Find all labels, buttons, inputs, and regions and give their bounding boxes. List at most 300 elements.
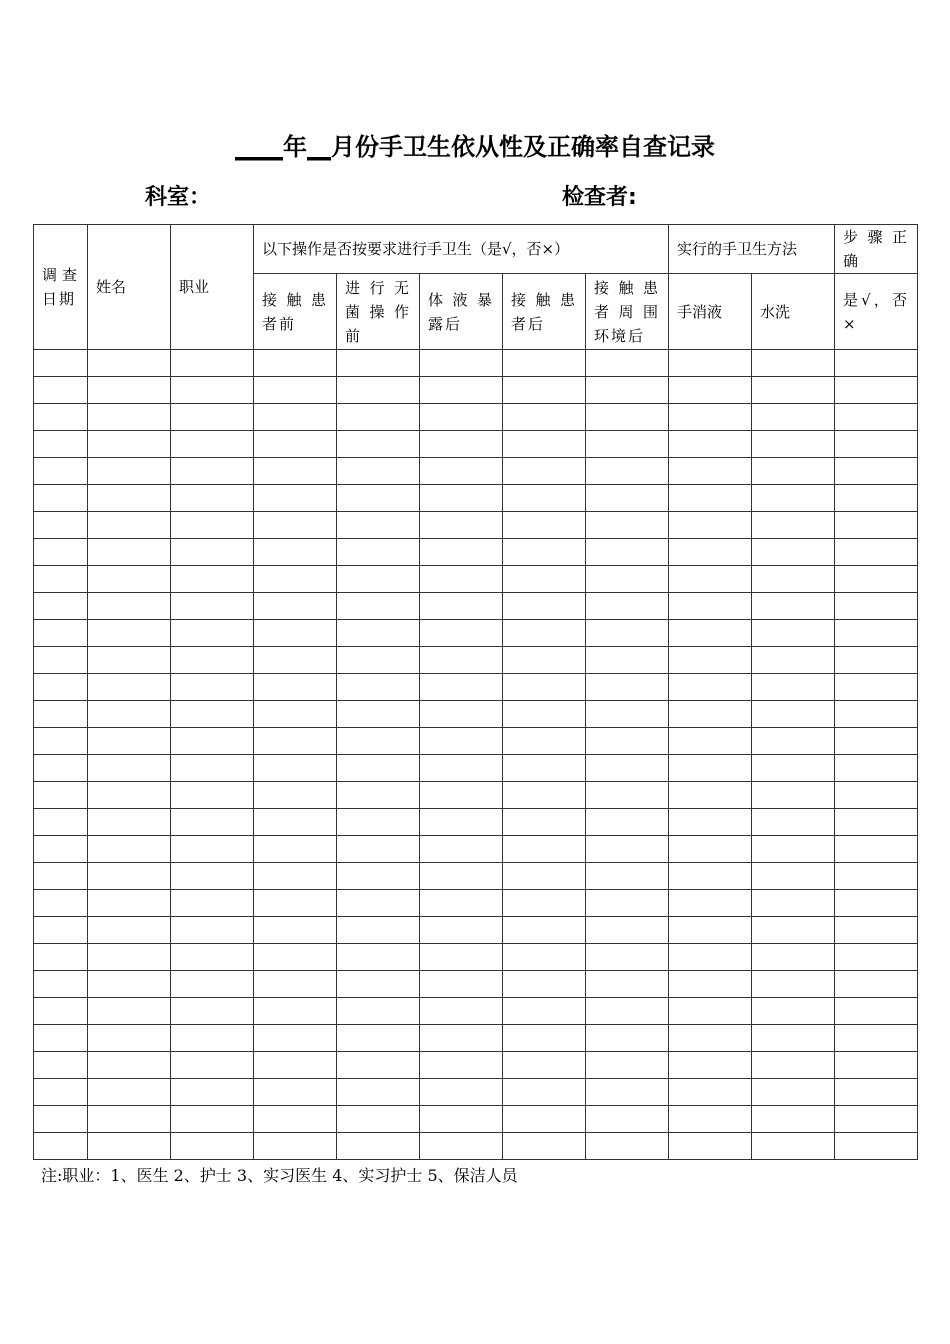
table-cell[interactable] xyxy=(752,836,835,863)
table-cell[interactable] xyxy=(254,1025,337,1052)
table-cell[interactable] xyxy=(420,539,503,566)
table-cell[interactable] xyxy=(586,1079,669,1106)
table-cell[interactable] xyxy=(420,917,503,944)
table-cell[interactable] xyxy=(34,809,88,836)
table-cell[interactable] xyxy=(88,404,171,431)
table-cell[interactable] xyxy=(34,998,88,1025)
table-cell[interactable] xyxy=(34,728,88,755)
table-cell[interactable] xyxy=(337,1052,420,1079)
table-cell[interactable] xyxy=(254,755,337,782)
table-cell[interactable] xyxy=(88,350,171,377)
table-cell[interactable] xyxy=(34,971,88,998)
table-cell[interactable] xyxy=(254,458,337,485)
table-cell[interactable] xyxy=(171,701,254,728)
table-cell[interactable] xyxy=(420,944,503,971)
table-cell[interactable] xyxy=(752,1079,835,1106)
table-cell[interactable] xyxy=(586,566,669,593)
table-cell[interactable] xyxy=(34,593,88,620)
table-cell[interactable] xyxy=(503,1079,586,1106)
table-cell[interactable] xyxy=(586,647,669,674)
table-cell[interactable] xyxy=(34,890,88,917)
table-cell[interactable] xyxy=(669,809,752,836)
table-cell[interactable] xyxy=(337,431,420,458)
table-cell[interactable] xyxy=(586,971,669,998)
table-cell[interactable] xyxy=(503,1106,586,1133)
table-cell[interactable] xyxy=(254,620,337,647)
table-cell[interactable] xyxy=(752,998,835,1025)
table-cell[interactable] xyxy=(88,917,171,944)
table-cell[interactable] xyxy=(503,674,586,701)
table-cell[interactable] xyxy=(669,350,752,377)
table-cell[interactable] xyxy=(586,836,669,863)
table-cell[interactable] xyxy=(586,593,669,620)
table-cell[interactable] xyxy=(88,593,171,620)
table-cell[interactable] xyxy=(88,1025,171,1052)
table-cell[interactable] xyxy=(88,971,171,998)
table-cell[interactable] xyxy=(669,485,752,512)
year-blank[interactable]: ____ xyxy=(235,133,283,161)
table-cell[interactable] xyxy=(669,404,752,431)
table-cell[interactable] xyxy=(669,593,752,620)
table-cell[interactable] xyxy=(752,755,835,782)
table-cell[interactable] xyxy=(752,350,835,377)
table-cell[interactable] xyxy=(34,458,88,485)
table-cell[interactable] xyxy=(420,647,503,674)
table-cell[interactable] xyxy=(752,1106,835,1133)
table-cell[interactable] xyxy=(420,701,503,728)
table-cell[interactable] xyxy=(171,971,254,998)
table-cell[interactable] xyxy=(88,755,171,782)
table-cell[interactable] xyxy=(171,1133,254,1160)
table-cell[interactable] xyxy=(420,377,503,404)
table-cell[interactable] xyxy=(337,1025,420,1052)
table-cell[interactable] xyxy=(88,539,171,566)
table-cell[interactable] xyxy=(34,701,88,728)
table-cell[interactable] xyxy=(254,566,337,593)
table-cell[interactable] xyxy=(835,620,918,647)
table-cell[interactable] xyxy=(586,485,669,512)
table-cell[interactable] xyxy=(669,512,752,539)
table-cell[interactable] xyxy=(835,485,918,512)
table-cell[interactable] xyxy=(503,539,586,566)
table-cell[interactable] xyxy=(752,863,835,890)
table-cell[interactable] xyxy=(503,917,586,944)
table-cell[interactable] xyxy=(88,1052,171,1079)
table-cell[interactable] xyxy=(420,1106,503,1133)
table-cell[interactable] xyxy=(503,431,586,458)
table-cell[interactable] xyxy=(254,350,337,377)
table-cell[interactable] xyxy=(171,809,254,836)
table-cell[interactable] xyxy=(337,620,420,647)
table-cell[interactable] xyxy=(586,431,669,458)
table-cell[interactable] xyxy=(669,674,752,701)
table-cell[interactable] xyxy=(586,377,669,404)
table-cell[interactable] xyxy=(34,1052,88,1079)
table-cell[interactable] xyxy=(586,1052,669,1079)
table-cell[interactable] xyxy=(835,539,918,566)
table-cell[interactable] xyxy=(835,755,918,782)
table-cell[interactable] xyxy=(669,701,752,728)
table-cell[interactable] xyxy=(254,944,337,971)
table-cell[interactable] xyxy=(34,620,88,647)
table-cell[interactable] xyxy=(337,566,420,593)
table-cell[interactable] xyxy=(586,998,669,1025)
table-cell[interactable] xyxy=(835,566,918,593)
table-cell[interactable] xyxy=(88,1133,171,1160)
table-cell[interactable] xyxy=(586,674,669,701)
table-cell[interactable] xyxy=(669,431,752,458)
table-cell[interactable] xyxy=(254,809,337,836)
table-cell[interactable] xyxy=(835,1079,918,1106)
table-cell[interactable] xyxy=(171,674,254,701)
table-cell[interactable] xyxy=(88,782,171,809)
table-cell[interactable] xyxy=(88,458,171,485)
table-cell[interactable] xyxy=(503,593,586,620)
table-cell[interactable] xyxy=(503,404,586,431)
table-cell[interactable] xyxy=(337,1133,420,1160)
table-cell[interactable] xyxy=(752,674,835,701)
table-cell[interactable] xyxy=(586,512,669,539)
table-cell[interactable] xyxy=(669,971,752,998)
table-cell[interactable] xyxy=(254,1052,337,1079)
table-cell[interactable] xyxy=(88,998,171,1025)
table-cell[interactable] xyxy=(337,863,420,890)
table-cell[interactable] xyxy=(171,1025,254,1052)
table-cell[interactable] xyxy=(337,917,420,944)
table-cell[interactable] xyxy=(420,512,503,539)
table-cell[interactable] xyxy=(752,593,835,620)
table-cell[interactable] xyxy=(420,431,503,458)
table-cell[interactable] xyxy=(669,1106,752,1133)
table-cell[interactable] xyxy=(669,998,752,1025)
table-cell[interactable] xyxy=(171,377,254,404)
table-cell[interactable] xyxy=(752,458,835,485)
table-cell[interactable] xyxy=(171,485,254,512)
table-cell[interactable] xyxy=(337,971,420,998)
table-cell[interactable] xyxy=(171,728,254,755)
table-cell[interactable] xyxy=(171,755,254,782)
table-cell[interactable] xyxy=(752,377,835,404)
table-cell[interactable] xyxy=(586,1106,669,1133)
table-cell[interactable] xyxy=(420,728,503,755)
table-cell[interactable] xyxy=(34,485,88,512)
table-cell[interactable] xyxy=(669,1079,752,1106)
table-cell[interactable] xyxy=(420,890,503,917)
table-cell[interactable] xyxy=(420,485,503,512)
table-cell[interactable] xyxy=(337,539,420,566)
table-cell[interactable] xyxy=(503,512,586,539)
table-cell[interactable] xyxy=(669,944,752,971)
table-cell[interactable] xyxy=(503,836,586,863)
table-cell[interactable] xyxy=(171,836,254,863)
table-cell[interactable] xyxy=(420,350,503,377)
table-cell[interactable] xyxy=(752,971,835,998)
table-cell[interactable] xyxy=(254,917,337,944)
table-cell[interactable] xyxy=(337,728,420,755)
table-cell[interactable] xyxy=(669,647,752,674)
table-cell[interactable] xyxy=(420,1052,503,1079)
table-cell[interactable] xyxy=(752,620,835,647)
table-cell[interactable] xyxy=(586,782,669,809)
table-cell[interactable] xyxy=(503,458,586,485)
table-cell[interactable] xyxy=(337,647,420,674)
table-cell[interactable] xyxy=(171,647,254,674)
table-cell[interactable] xyxy=(88,728,171,755)
table-cell[interactable] xyxy=(586,917,669,944)
table-cell[interactable] xyxy=(669,620,752,647)
table-cell[interactable] xyxy=(420,971,503,998)
table-cell[interactable] xyxy=(586,701,669,728)
table-cell[interactable] xyxy=(337,377,420,404)
table-cell[interactable] xyxy=(752,728,835,755)
table-cell[interactable] xyxy=(34,404,88,431)
table-cell[interactable] xyxy=(337,890,420,917)
table-cell[interactable] xyxy=(171,1052,254,1079)
table-cell[interactable] xyxy=(752,1133,835,1160)
table-cell[interactable] xyxy=(420,836,503,863)
table-cell[interactable] xyxy=(420,674,503,701)
table-cell[interactable] xyxy=(752,809,835,836)
table-cell[interactable] xyxy=(171,917,254,944)
table-cell[interactable] xyxy=(171,620,254,647)
table-cell[interactable] xyxy=(171,863,254,890)
table-cell[interactable] xyxy=(835,863,918,890)
table-cell[interactable] xyxy=(503,944,586,971)
table-cell[interactable] xyxy=(586,1133,669,1160)
table-cell[interactable] xyxy=(34,512,88,539)
table-cell[interactable] xyxy=(254,539,337,566)
table-cell[interactable] xyxy=(34,1133,88,1160)
table-cell[interactable] xyxy=(586,863,669,890)
table-cell[interactable] xyxy=(835,836,918,863)
table-cell[interactable] xyxy=(752,944,835,971)
table-cell[interactable] xyxy=(171,539,254,566)
table-cell[interactable] xyxy=(835,647,918,674)
table-cell[interactable] xyxy=(337,944,420,971)
table-cell[interactable] xyxy=(586,1025,669,1052)
table-cell[interactable] xyxy=(420,458,503,485)
table-cell[interactable] xyxy=(835,890,918,917)
table-cell[interactable] xyxy=(337,755,420,782)
table-cell[interactable] xyxy=(171,944,254,971)
table-cell[interactable] xyxy=(34,836,88,863)
table-cell[interactable] xyxy=(88,890,171,917)
table-cell[interactable] xyxy=(420,809,503,836)
table-cell[interactable] xyxy=(171,593,254,620)
table-cell[interactable] xyxy=(171,1079,254,1106)
table-cell[interactable] xyxy=(503,701,586,728)
table-cell[interactable] xyxy=(586,944,669,971)
table-cell[interactable] xyxy=(503,647,586,674)
table-cell[interactable] xyxy=(752,431,835,458)
table-cell[interactable] xyxy=(254,971,337,998)
table-cell[interactable] xyxy=(88,647,171,674)
table-cell[interactable] xyxy=(337,836,420,863)
table-cell[interactable] xyxy=(669,836,752,863)
table-cell[interactable] xyxy=(254,782,337,809)
table-cell[interactable] xyxy=(835,1025,918,1052)
table-cell[interactable] xyxy=(254,431,337,458)
table-cell[interactable] xyxy=(503,1133,586,1160)
table-cell[interactable] xyxy=(337,1079,420,1106)
table-cell[interactable] xyxy=(337,485,420,512)
table-cell[interactable] xyxy=(503,1052,586,1079)
table-cell[interactable] xyxy=(752,701,835,728)
table-cell[interactable] xyxy=(337,458,420,485)
table-cell[interactable] xyxy=(420,755,503,782)
table-cell[interactable] xyxy=(254,674,337,701)
table-cell[interactable] xyxy=(835,674,918,701)
table-cell[interactable] xyxy=(503,971,586,998)
table-cell[interactable] xyxy=(835,512,918,539)
table-cell[interactable] xyxy=(254,701,337,728)
table-cell[interactable] xyxy=(503,998,586,1025)
table-cell[interactable] xyxy=(254,728,337,755)
table-cell[interactable] xyxy=(420,863,503,890)
table-cell[interactable] xyxy=(503,863,586,890)
table-cell[interactable] xyxy=(503,782,586,809)
table-cell[interactable] xyxy=(586,755,669,782)
table-cell[interactable] xyxy=(835,809,918,836)
table-cell[interactable] xyxy=(34,647,88,674)
table-cell[interactable] xyxy=(503,485,586,512)
table-cell[interactable] xyxy=(254,1106,337,1133)
table-cell[interactable] xyxy=(337,1106,420,1133)
table-cell[interactable] xyxy=(254,1133,337,1160)
table-cell[interactable] xyxy=(88,701,171,728)
table-cell[interactable] xyxy=(503,350,586,377)
table-cell[interactable] xyxy=(752,566,835,593)
table-cell[interactable] xyxy=(669,917,752,944)
table-cell[interactable] xyxy=(34,863,88,890)
table-cell[interactable] xyxy=(88,566,171,593)
table-cell[interactable] xyxy=(34,539,88,566)
table-cell[interactable] xyxy=(669,1052,752,1079)
table-cell[interactable] xyxy=(586,890,669,917)
table-cell[interactable] xyxy=(88,674,171,701)
table-cell[interactable] xyxy=(669,566,752,593)
table-cell[interactable] xyxy=(752,917,835,944)
table-cell[interactable] xyxy=(420,1133,503,1160)
table-cell[interactable] xyxy=(88,377,171,404)
table-cell[interactable] xyxy=(420,998,503,1025)
table-cell[interactable] xyxy=(503,809,586,836)
table-cell[interactable] xyxy=(752,539,835,566)
table-cell[interactable] xyxy=(254,890,337,917)
table-cell[interactable] xyxy=(88,512,171,539)
table-cell[interactable] xyxy=(752,485,835,512)
month-blank[interactable]: __ xyxy=(307,133,331,161)
table-cell[interactable] xyxy=(503,728,586,755)
table-cell[interactable] xyxy=(171,404,254,431)
table-cell[interactable] xyxy=(171,1106,254,1133)
table-cell[interactable] xyxy=(88,944,171,971)
table-cell[interactable] xyxy=(337,809,420,836)
table-cell[interactable] xyxy=(835,701,918,728)
table-cell[interactable] xyxy=(337,701,420,728)
table-cell[interactable] xyxy=(503,620,586,647)
table-cell[interactable] xyxy=(88,1106,171,1133)
table-cell[interactable] xyxy=(669,539,752,566)
table-cell[interactable] xyxy=(420,620,503,647)
table-cell[interactable] xyxy=(586,809,669,836)
table-cell[interactable] xyxy=(420,593,503,620)
table-cell[interactable] xyxy=(835,593,918,620)
table-cell[interactable] xyxy=(420,566,503,593)
table-cell[interactable] xyxy=(503,566,586,593)
table-cell[interactable] xyxy=(337,782,420,809)
table-cell[interactable] xyxy=(254,377,337,404)
table-cell[interactable] xyxy=(254,1079,337,1106)
table-cell[interactable] xyxy=(254,485,337,512)
table-cell[interactable] xyxy=(171,458,254,485)
table-cell[interactable] xyxy=(752,890,835,917)
table-cell[interactable] xyxy=(835,782,918,809)
table-cell[interactable] xyxy=(34,917,88,944)
table-cell[interactable] xyxy=(586,728,669,755)
table-cell[interactable] xyxy=(337,998,420,1025)
table-cell[interactable] xyxy=(34,1025,88,1052)
table-cell[interactable] xyxy=(88,809,171,836)
table-cell[interactable] xyxy=(171,431,254,458)
table-cell[interactable] xyxy=(669,863,752,890)
table-cell[interactable] xyxy=(337,404,420,431)
table-cell[interactable] xyxy=(254,836,337,863)
table-cell[interactable] xyxy=(34,377,88,404)
table-cell[interactable] xyxy=(835,431,918,458)
table-cell[interactable] xyxy=(420,1025,503,1052)
table-cell[interactable] xyxy=(669,458,752,485)
table-cell[interactable] xyxy=(337,593,420,620)
table-cell[interactable] xyxy=(88,1079,171,1106)
table-cell[interactable] xyxy=(34,350,88,377)
table-cell[interactable] xyxy=(835,917,918,944)
table-cell[interactable] xyxy=(171,998,254,1025)
table-cell[interactable] xyxy=(337,350,420,377)
table-cell[interactable] xyxy=(752,1052,835,1079)
table-cell[interactable] xyxy=(337,512,420,539)
table-cell[interactable] xyxy=(835,404,918,431)
table-cell[interactable] xyxy=(669,1133,752,1160)
table-cell[interactable] xyxy=(88,863,171,890)
table-cell[interactable] xyxy=(586,620,669,647)
table-cell[interactable] xyxy=(835,1106,918,1133)
table-cell[interactable] xyxy=(171,350,254,377)
table-cell[interactable] xyxy=(420,1079,503,1106)
table-cell[interactable] xyxy=(752,512,835,539)
table-cell[interactable] xyxy=(669,890,752,917)
table-cell[interactable] xyxy=(34,566,88,593)
table-cell[interactable] xyxy=(586,458,669,485)
table-cell[interactable] xyxy=(88,431,171,458)
table-cell[interactable] xyxy=(171,890,254,917)
table-cell[interactable] xyxy=(34,755,88,782)
table-cell[interactable] xyxy=(835,944,918,971)
table-cell[interactable] xyxy=(34,944,88,971)
table-cell[interactable] xyxy=(503,1025,586,1052)
table-cell[interactable] xyxy=(669,728,752,755)
table-cell[interactable] xyxy=(171,566,254,593)
table-cell[interactable] xyxy=(34,1079,88,1106)
table-cell[interactable] xyxy=(752,647,835,674)
table-cell[interactable] xyxy=(254,404,337,431)
table-cell[interactable] xyxy=(669,782,752,809)
table-cell[interactable] xyxy=(88,620,171,647)
table-cell[interactable] xyxy=(503,890,586,917)
table-cell[interactable] xyxy=(34,674,88,701)
table-cell[interactable] xyxy=(88,836,171,863)
table-cell[interactable] xyxy=(254,593,337,620)
